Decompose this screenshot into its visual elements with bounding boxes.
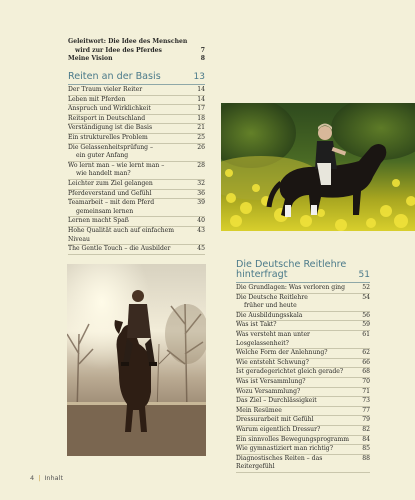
- toc-row[interactable]: [236, 407, 370, 417]
- toc-page: 45: [197, 245, 205, 253]
- toc-title: Was ist Versammlung?: [236, 377, 306, 385]
- section-page: 13: [193, 72, 205, 82]
- toc-title: Meine Vision: [68, 55, 113, 63]
- photo-rider-at-sunset-image: [67, 264, 206, 456]
- toc-page: 43: [197, 226, 205, 234]
- toc-page: 18: [197, 114, 205, 122]
- toc-row[interactable]: [68, 124, 205, 134]
- toc-title: Wozu Versammlung?: [236, 387, 301, 395]
- toc-page: 14: [197, 86, 205, 93]
- toc-title: Lernen macht Spaß: [68, 217, 129, 225]
- toc-title: Ist geradegerichtet gleich gerade?: [236, 368, 344, 376]
- toc-row[interactable]: [68, 115, 205, 125]
- toc-page: 25: [197, 133, 205, 141]
- toc-row[interactable]: [236, 294, 370, 312]
- toc-page: 68: [362, 368, 370, 376]
- toc-title: Hohe Qualität auch auf einfachem Niveau: [68, 226, 175, 243]
- toc-title: Ein strukturelles Problem: [68, 133, 148, 141]
- toc-page: 14: [197, 95, 205, 103]
- toc-page: 56: [362, 311, 370, 319]
- toc-page: 54: [362, 293, 370, 301]
- toc-row[interactable]: [68, 134, 205, 144]
- toc-title: Dressurarbeit mit Gefühl: [236, 416, 314, 424]
- page-number: 4: [30, 474, 35, 482]
- toc-title: Geleitwort: Die Idee des Menschen: [68, 38, 188, 45]
- toc-page: 62: [362, 349, 370, 357]
- toc-row[interactable]: [236, 378, 370, 388]
- toc-page: 36: [197, 189, 205, 197]
- section-title: Die Deutsche Reitlehre hinterfragt: [236, 259, 347, 280]
- toc-title: Die Gelassenheitsprüfung – ein guter Anfang: [68, 143, 154, 160]
- toc-row[interactable]: [68, 180, 205, 190]
- toc-title: Wie gymnastiziert man richtig?: [236, 445, 333, 453]
- photo-rider-in-flower-field: [221, 103, 415, 231]
- toc-title: Verständigung ist die Basis: [68, 124, 153, 132]
- toc-row[interactable]: [236, 321, 370, 331]
- toc-page: 77: [362, 406, 370, 414]
- toc-title: Die Deutsche Reitlehre früher und heute: [236, 293, 308, 310]
- section-deutsche-reitlehre: [236, 260, 370, 473]
- toc-row[interactable]: [236, 397, 370, 407]
- toc-title: Reitsport in Deutschland: [68, 114, 146, 122]
- toc-title: Anspruch und Wirklichkeit: [68, 105, 151, 113]
- toc-row[interactable]: [68, 144, 205, 162]
- toc-page: 32: [197, 179, 205, 187]
- toc-row[interactable]: [236, 445, 370, 455]
- toc-title: Welche Form der Anlehnung?: [236, 349, 328, 357]
- section-items: [236, 284, 370, 473]
- toc-row[interactable]: [236, 455, 370, 473]
- toc-title: Wie entsteht Schwung?: [236, 358, 309, 366]
- footer-separator: |: [38, 474, 41, 482]
- toc-title: Wo lernt man – wie lernt man – wie handelt man?: [68, 161, 165, 178]
- toc-page: 40: [197, 217, 205, 225]
- toc-row[interactable]: [68, 217, 205, 227]
- toc-row[interactable]: [236, 416, 370, 426]
- toc-row[interactable]: [236, 388, 370, 398]
- toc-page: 71: [362, 387, 370, 395]
- footer-label: Inhalt: [44, 474, 63, 482]
- toc-title: Leben mit Pferden: [68, 95, 126, 103]
- toc-row[interactable]: [68, 105, 205, 115]
- photo-rider-in-flower-field-image: [221, 103, 415, 231]
- toc-row[interactable]: [236, 312, 370, 322]
- section-title: Reiten an der Basis: [68, 71, 161, 82]
- toc-row[interactable]: [68, 245, 205, 255]
- toc-title: Der Traum vieler Reiter: [68, 86, 143, 93]
- toc-row[interactable]: [68, 47, 205, 56]
- toc-row[interactable]: [68, 55, 205, 64]
- toc-row[interactable]: [68, 190, 205, 200]
- toc-page: 26: [197, 143, 205, 151]
- toc-row[interactable]: [68, 86, 205, 96]
- toc-page: 66: [362, 358, 370, 366]
- toc-page: 85: [362, 445, 370, 453]
- toc-row[interactable]: [236, 359, 370, 369]
- toc-row[interactable]: [68, 96, 205, 106]
- toc-title: The Gentle Touch – die Ausbilder: [68, 245, 171, 253]
- toc-page: 61: [362, 330, 370, 338]
- toc-row[interactable]: [236, 284, 370, 294]
- toc-row[interactable]: [68, 227, 205, 245]
- section-reiten-an-der-basis: [68, 72, 205, 255]
- toc-page: 84: [362, 435, 370, 443]
- toc-title: Mein Resümee: [236, 406, 282, 414]
- toc-title: Pferdeverstand und Gefühl: [68, 189, 152, 197]
- toc-page: 7: [200, 46, 205, 54]
- section-items: [68, 86, 205, 255]
- toc-row[interactable]: [236, 426, 370, 436]
- toc-page: 79: [362, 416, 370, 424]
- toc-row[interactable]: [68, 162, 205, 180]
- toc-title: wird zur Idee des Pferdes: [75, 46, 162, 54]
- toc-page: 28: [197, 161, 205, 169]
- toc-page: 21: [197, 124, 205, 132]
- toc-page: 70: [362, 377, 370, 385]
- section-heading[interactable]: [236, 260, 370, 283]
- toc-page: 88: [362, 454, 370, 462]
- toc-title: Was ist Takt?: [236, 321, 277, 329]
- photo-rider-at-sunset: [67, 264, 206, 456]
- section-page: 51: [358, 270, 370, 280]
- toc-title: Die Grundlagen: Was verloren ging: [236, 284, 345, 291]
- page-footer: [30, 474, 63, 482]
- toc-page: 52: [362, 284, 370, 291]
- toc-row[interactable]: [236, 368, 370, 378]
- toc-row[interactable]: [236, 349, 370, 359]
- toc-title: Leichter zum Ziel gelangen: [68, 179, 153, 187]
- toc-row[interactable]: [236, 436, 370, 446]
- toc-row[interactable]: [236, 331, 370, 349]
- toc-title: Die Ausbildungsskala: [236, 311, 303, 319]
- intro-toc: [68, 38, 205, 64]
- toc-title: Ein sinnvolles Bewegungsprogramm: [236, 435, 350, 443]
- toc-row[interactable]: [68, 38, 205, 47]
- section-heading[interactable]: [68, 72, 205, 85]
- toc-page: 17: [197, 105, 205, 113]
- toc-row[interactable]: [68, 199, 205, 217]
- toc-page: 82: [362, 425, 370, 433]
- toc-page: 59: [362, 321, 370, 329]
- toc-title: Was versteht man unter Losgelassenheit?: [236, 330, 310, 347]
- toc-title: Teamarbeit – mit dem Pferd gemeinsam lernen: [68, 199, 155, 215]
- toc-page: 39: [197, 199, 205, 207]
- toc-page: 8: [200, 55, 205, 63]
- toc-title: Warum eigentlich Dressur?: [236, 425, 321, 433]
- toc-title: Diagnostisches Reiten – das Reitergefühl: [236, 454, 323, 471]
- toc-page: 73: [362, 397, 370, 405]
- toc-title: Das Ziel – Durchlässigkeit: [236, 397, 317, 405]
